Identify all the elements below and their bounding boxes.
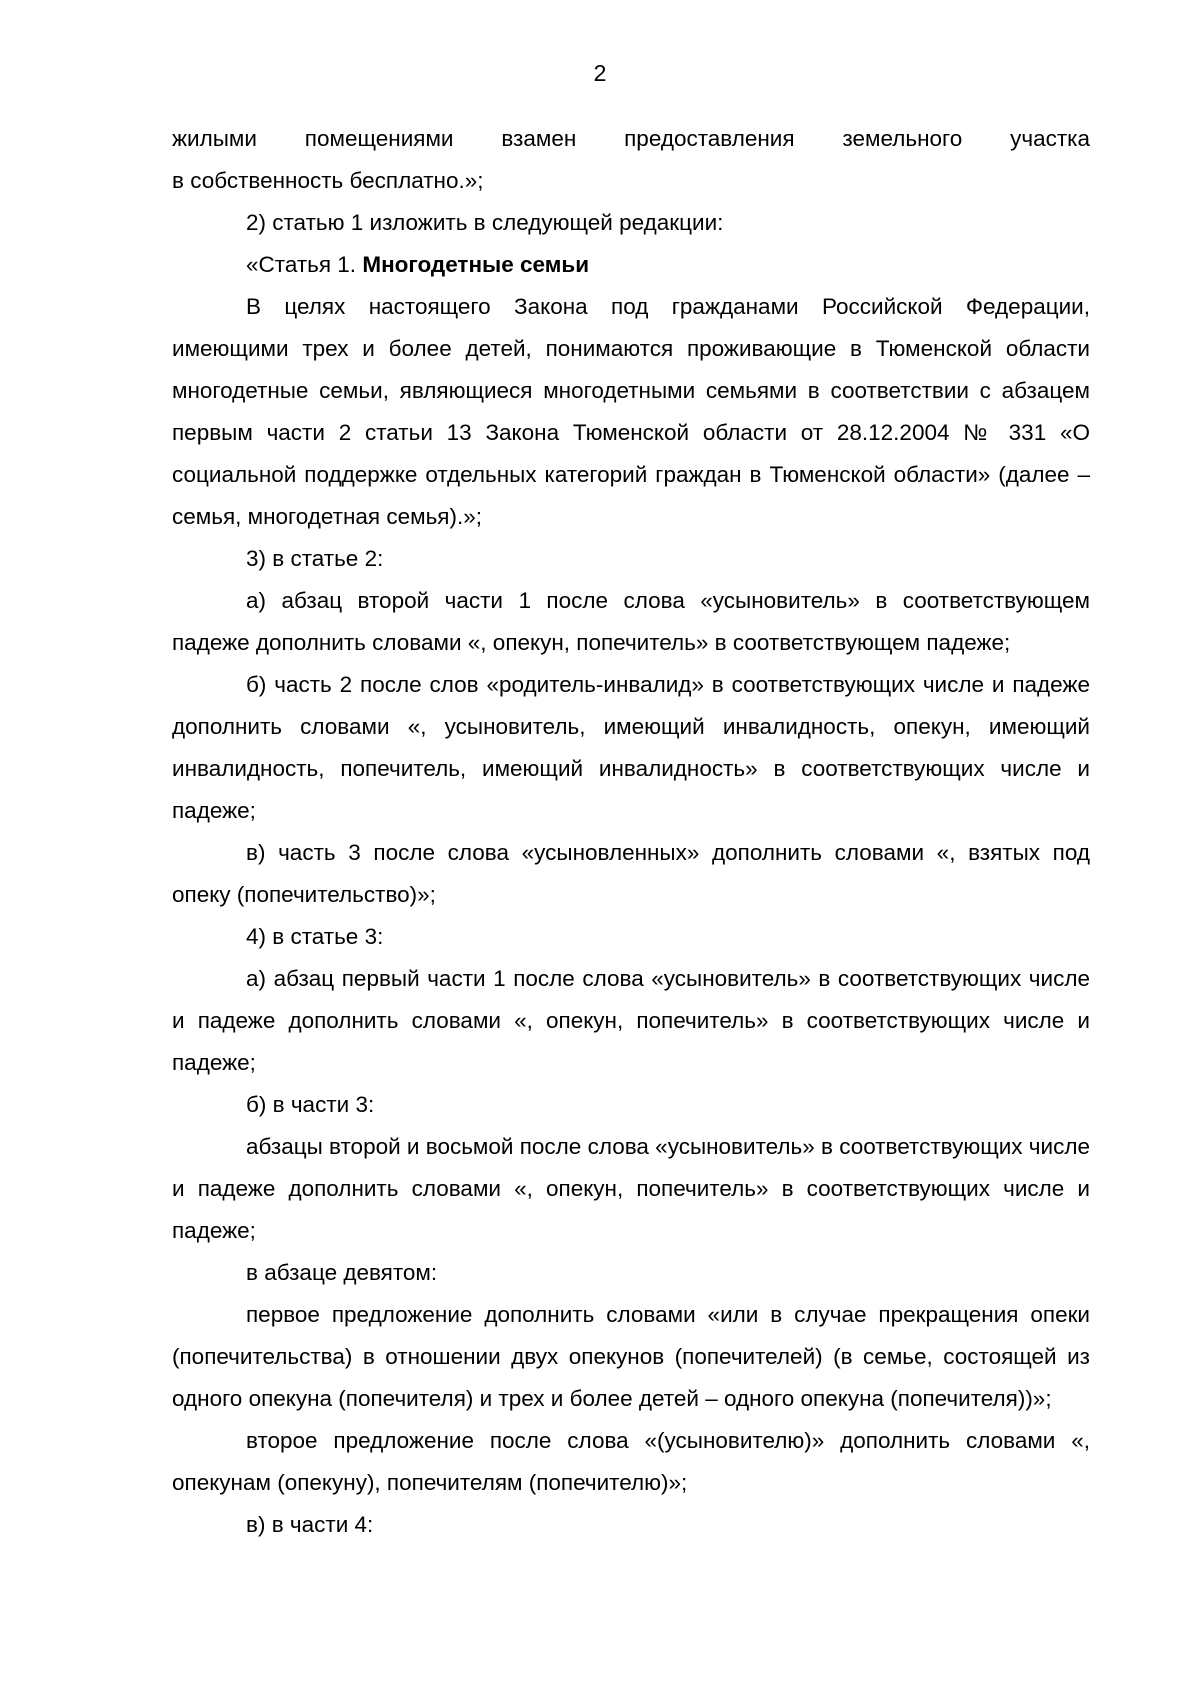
paragraph-continuation-line2: в собственность бесплатно.»;: [172, 168, 484, 193]
paragraph-item-2: 2) статью 1 изложить в следующей редакции:: [246, 210, 724, 235]
article-1-text: В целях настоящего Закона под гражданами Российской Федерации, имеющими трех и более детей, понимаются проживающие в Тюменской области многодетные семьи, являющиеся многодетными семьями в соответствии с абзацем первым части 2 статьи 13 Закона Тюменской области от 28.12.2004 № 331 «О социальной поддержке отдельных категорий граждан в Тюменской области» (далее – семья, многодетная семья).»;: [172, 294, 1090, 529]
paragraph-item-4: 4) в статье 3:: [246, 924, 384, 949]
paragraph-item-3v: в) часть 3 после слова «усыновленных» дополнить словами «, взятых под опеку (попечительство)»;: [172, 840, 1090, 907]
paragraph-item-4b-2: в абзаце девятом:: [246, 1260, 438, 1285]
paragraph-item-4b-1: абзацы второй и восьмой после слова «усыновитель» в соответствующих числе и падеже дополнить словами «, опекун, попечитель» в соответствующих числе и падеже;: [172, 1134, 1090, 1243]
paragraph-item-4b-4: второе предложение после слова «(усыновителю)» дополнить словами «, опекунам (опекуну), попечителям (попечителю)»;: [172, 1428, 1090, 1495]
article-heading: [172, 244, 1090, 286]
paragraph-item-3b: б) часть 2 после слов «родитель-инвалид» в соответствующих числе и падеже дополнить словами «, усыновитель, имеющий инвалидность, опекун, имеющий инвалидность, попечитель, имеющий инвалидность» в соответствующих числе и падеже;: [172, 672, 1090, 823]
paragraph-item-3a: а) абзац второй части 1 после слова «усыновитель» в соответствующем падеже дополнить словами «, опекун, попечитель» в соответствующем падеже;: [172, 588, 1090, 655]
paragraph-item-4b-3: первое предложение дополнить словами «или в случае прекращения опеки (попечительства) в отношении двух опекунов (попечителей) (в семье, состоящей из одного опекуна (попечителя) и трех и более детей – одного опекуна (попечителя))»;: [172, 1302, 1090, 1411]
paragraph-item-3: 3) в статье 2:: [246, 546, 384, 571]
document-body: [172, 118, 1090, 1546]
paragraph-item-4v: в) в части 4:: [246, 1512, 374, 1537]
page-number: 2: [593, 60, 607, 86]
article-heading-prefix: «Статья 1.: [246, 252, 357, 277]
paragraph-continuation-line1: жилыми помещениями взамен предоставления земельного участка: [172, 126, 1090, 151]
paragraph-item-4a: а) абзац первый части 1 после слова «усыновитель» в соответствующих числе и падеже дополнить словами «, опекун, попечитель» в соответствующих числе и падеже;: [172, 966, 1090, 1075]
article-heading-title: Многодетные семьи: [362, 252, 590, 277]
paragraph-item-4b: б) в части 3:: [246, 1092, 375, 1117]
